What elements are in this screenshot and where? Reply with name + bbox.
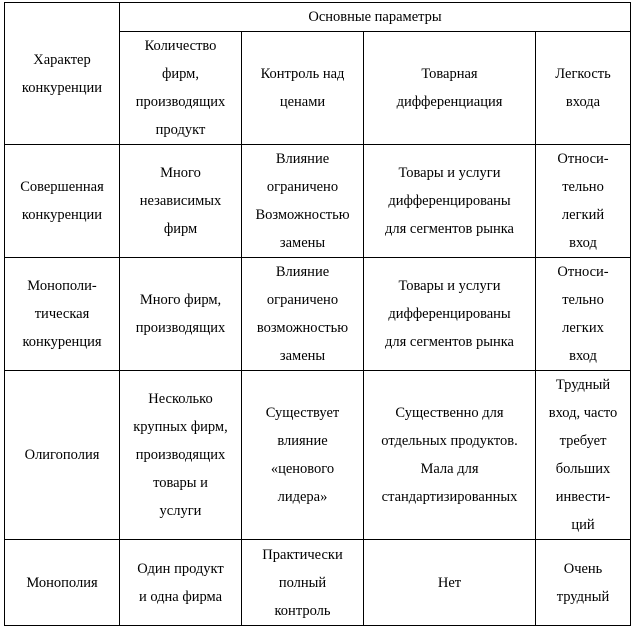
row-header-text: Характер конкуренции bbox=[21, 51, 103, 96]
cell-text: Относи- тельно легких вход bbox=[557, 264, 609, 364]
row-name-cell bbox=[5, 540, 120, 626]
cell-text: Один продукт и одна фирма bbox=[137, 560, 224, 605]
cell-text: Влияние ограничено возможностью замены bbox=[256, 264, 349, 364]
competition-table bbox=[4, 2, 631, 626]
cell-text: Влияние ограничено Возможностью замены bbox=[255, 151, 350, 251]
column-header-firms-count bbox=[120, 32, 242, 145]
cell-text: Много фирм, производящих bbox=[135, 292, 226, 336]
column-header-entry-ease bbox=[536, 32, 631, 145]
row-header-cell bbox=[5, 3, 120, 145]
main-params-header-cell bbox=[120, 3, 631, 32]
row-name-text: Совершенная конкуренции bbox=[20, 179, 104, 223]
table-cell bbox=[536, 258, 631, 371]
row-name-text: Монополия bbox=[26, 574, 98, 591]
row-name-cell bbox=[5, 145, 120, 258]
table-cell bbox=[120, 258, 242, 371]
column-header-price-control bbox=[242, 32, 364, 145]
cell-text: Существенно для отдельных продуктов. Мала для стандартизированных bbox=[381, 405, 518, 505]
table-cell bbox=[536, 540, 631, 626]
row-name-text: Монополи- тическая конкуренция bbox=[22, 278, 102, 350]
cell-text: Трудный вход, часто требует больших инвести- ций bbox=[548, 377, 618, 533]
table-cell bbox=[536, 145, 631, 258]
table-row-monopoly bbox=[5, 540, 631, 626]
header-row-top bbox=[5, 3, 631, 32]
cell-text: Практически полный контроль bbox=[262, 546, 343, 619]
table-cell bbox=[242, 371, 364, 540]
cell-text: Товары и услуги дифференцированы для сегментов рынка bbox=[385, 165, 514, 237]
column-header-text: Контроль над ценами bbox=[260, 66, 345, 110]
column-header-text: Легкость входа bbox=[555, 66, 611, 110]
table-cell bbox=[364, 540, 536, 626]
cell-text: Несколько крупных фирм, производящих товары и услуги bbox=[133, 391, 228, 519]
cell-text: Нет bbox=[437, 574, 462, 591]
table-row-perfect-competition bbox=[5, 145, 631, 258]
table-cell bbox=[120, 371, 242, 540]
row-name-cell bbox=[5, 371, 120, 540]
column-header-text: Количество фирм, производящих продукт bbox=[135, 38, 226, 138]
column-header-text: Товарная дифференциация bbox=[396, 66, 503, 110]
cell-text: Очень трудный bbox=[556, 560, 610, 605]
table-row-oligopoly bbox=[5, 371, 631, 540]
table-cell bbox=[364, 145, 536, 258]
table-cell bbox=[120, 540, 242, 626]
row-name-cell bbox=[5, 258, 120, 371]
table-cell bbox=[364, 371, 536, 540]
cell-text: Относи- тельно легкий вход bbox=[557, 151, 609, 251]
main-params-header-text: Основные параметры bbox=[308, 9, 442, 25]
row-name-text: Олигополия bbox=[24, 447, 100, 463]
cell-text: Существует влияние «ценового лидера» bbox=[265, 405, 340, 505]
table-cell bbox=[242, 145, 364, 258]
table-cell bbox=[120, 145, 242, 258]
table-cell bbox=[242, 540, 364, 626]
cell-text: Много независимых фирм bbox=[139, 165, 222, 237]
table-cell bbox=[242, 258, 364, 371]
table-cell bbox=[364, 258, 536, 371]
cell-text: Товары и услуги дифференцированы для сегментов рынка bbox=[385, 278, 514, 350]
table-cell bbox=[536, 371, 631, 540]
table-row-monopolistic-competition bbox=[5, 258, 631, 371]
column-header-product-differentiation bbox=[364, 32, 536, 145]
